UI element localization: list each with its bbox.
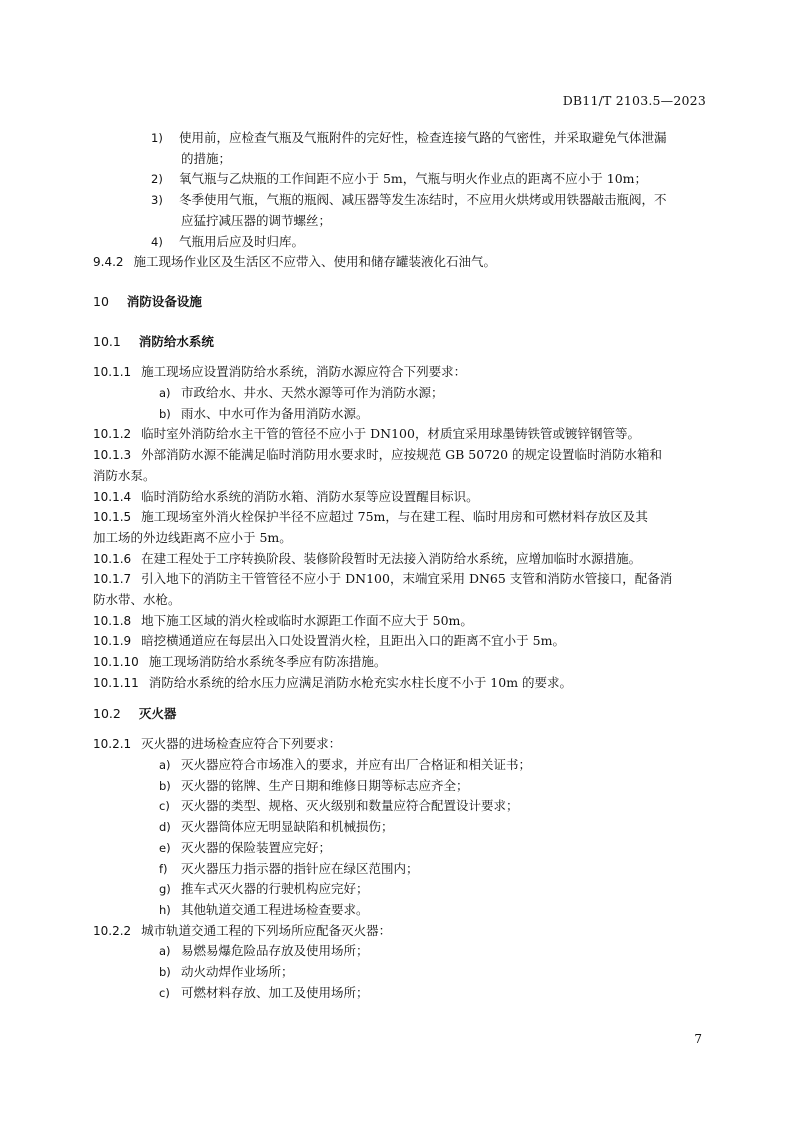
list-marker: g) xyxy=(159,882,171,897)
list-item xyxy=(93,796,705,817)
clause-10-1-2 xyxy=(93,424,705,445)
list-item xyxy=(93,128,705,149)
clause-10-1-7 xyxy=(93,569,705,590)
list-item xyxy=(93,817,705,838)
list-text: 易燃易爆危险品存放及使用场所； xyxy=(181,943,369,959)
list-text: 灭火器的保险装置应完好； xyxy=(181,839,332,855)
list-text: 的措施； xyxy=(181,150,232,166)
list-item xyxy=(93,404,705,425)
clause-10-1-1 xyxy=(93,362,705,383)
list-marker: b) xyxy=(159,778,171,793)
clause-text: 暗挖横通道应在每层出入口处设置消火栓，且距出入口的距离不宜小于 5m。 xyxy=(141,633,565,649)
clause-9-4-2 xyxy=(93,252,705,273)
clause-text: 灭火器的进场检查应符合下列要求： xyxy=(141,736,342,752)
clause-text: 施工现场室外消火栓保护半径不应超过 75m，与在建工程、临时用房和可燃材料存放区及其 xyxy=(141,509,648,525)
list-text: 灭火器的类型、规格、灭火级别和数量应符合配置设计要求； xyxy=(181,798,519,814)
clause-number: 10.1.8 xyxy=(93,613,132,628)
list-text: 可燃材料存放、加工及使用场所； xyxy=(181,984,369,1000)
clause-number: 10.2.2 xyxy=(93,923,132,938)
list-item xyxy=(93,838,705,859)
clause-text: 消防水泵。 xyxy=(93,467,156,483)
list-text: 市政给水、井水、天然水源等可作为消防水源； xyxy=(181,385,444,401)
section-number: 10.1 xyxy=(93,333,121,349)
section-number: 10 xyxy=(93,293,109,309)
clause-text: 施工现场作业区及生活区不应带入、使用和储存罐装液化石油气。 xyxy=(133,254,497,270)
list-item xyxy=(93,232,705,253)
clause-text: 消防给水系统的给水压力应满足消防水枪充实水柱长度不小于 10m 的要求。 xyxy=(148,674,573,690)
list-marker: f) xyxy=(159,861,168,876)
list-item xyxy=(93,879,705,900)
clause-number: 10.1.1 xyxy=(93,365,132,380)
clause-text: 在建工程处于工序转换阶段、装修阶段暂时无法接入消防给水系统，应增加临时水源措施。 xyxy=(141,550,642,566)
clause-text: 引入地下的消防主干管管径不应小于 DN100，末端宜采用 DN65 支管和消防水管接口，配备消 xyxy=(141,571,673,587)
document-body xyxy=(93,128,705,1003)
clause-number: 10.1.9 xyxy=(93,634,132,649)
section-title: 灭火器 xyxy=(138,705,177,721)
clause-number: 10.1.6 xyxy=(93,551,132,566)
list-marker: c) xyxy=(159,799,170,814)
clause-number: 10.1.10 xyxy=(93,655,139,670)
list-item xyxy=(93,983,705,1004)
list-item xyxy=(93,755,705,776)
page-number: 7 xyxy=(694,1032,702,1046)
list-item xyxy=(93,941,705,962)
list-marker: 4) xyxy=(151,234,163,249)
section-heading-10 xyxy=(93,292,705,313)
clause-10-1-4 xyxy=(93,487,705,508)
clause-10-1-8 xyxy=(93,611,705,632)
clause-text: 临时室外消防给水主干管的管径不应小于 DN100，材质宜采用球墨铸铁管或镀锌钢管等。 xyxy=(141,426,640,442)
list-item xyxy=(93,962,705,983)
clause-continuation xyxy=(93,528,705,549)
list-marker: 1) xyxy=(151,131,163,145)
clause-text: 施工现场消防给水系统冬季应有防冻措施。 xyxy=(148,654,387,670)
standard-code: DB11/T 2103.5—2023 xyxy=(562,93,706,108)
clause-continuation xyxy=(93,590,705,611)
clause-10-1-9 xyxy=(93,631,705,652)
clause-continuation xyxy=(93,466,705,487)
list-item xyxy=(93,169,705,190)
list-marker: h) xyxy=(159,902,171,917)
section-heading-10-1 xyxy=(93,332,705,353)
clause-number: 10.1.2 xyxy=(93,427,132,442)
clause-number: 10.1.7 xyxy=(93,572,132,587)
list-item xyxy=(93,383,705,404)
list-text: 灭火器的铭牌、生产日期和维修日期等标志应齐全； xyxy=(181,777,469,793)
clause-number: 10.1.4 xyxy=(93,489,132,504)
list-item-continuation xyxy=(93,211,705,232)
list-marker: a) xyxy=(159,386,171,401)
list-marker: d) xyxy=(159,820,171,835)
list-text: 气瓶用后应及时归库。 xyxy=(179,233,305,249)
section-title: 消防设备设施 xyxy=(126,293,202,309)
list-text: 动火动焊作业场所； xyxy=(181,964,294,980)
clause-text: 地下施工区域的消火栓或临时水源距工作面不应大于 50m。 xyxy=(141,612,473,628)
clause-text: 加工场的外边线距离不应小于 5m。 xyxy=(93,529,292,545)
clause-text: 临时消防给水系统的消防水箱、消防水泵等应设置醒目标识。 xyxy=(141,488,479,504)
clause-text: 施工现场应设置消防给水系统，消防水源应符合下列要求： xyxy=(141,364,467,380)
list-marker: e) xyxy=(159,840,171,855)
list-text: 灭火器压力指示器的指针应在绿区范围内； xyxy=(181,860,419,876)
list-text: 推车式灭火器的行驶机构应完好； xyxy=(181,881,369,897)
list-marker: 2) xyxy=(151,172,163,187)
list-marker: b) xyxy=(159,406,171,421)
list-text: 其他轨道交通工程进场检查要求。 xyxy=(181,901,369,917)
list-item-continuation xyxy=(93,149,705,170)
clause-number: 10.2.1 xyxy=(93,737,132,752)
list-text: 灭火器应符合市场准入的要求，并应有出厂合格证和相关证书； xyxy=(181,756,532,772)
clause-text: 外部消防水源不能满足临时消防用水要求时，应按规范 GB 50720 的规定设置临时消防水箱和 xyxy=(141,447,663,463)
list-text: 灭火器筒体应无明显缺陷和机械损伤； xyxy=(181,819,394,835)
list-text: 使用前，应检查气瓶及气瓶附件的完好性，检查连接气路的气密性，并采取避免气体泄漏 xyxy=(179,130,667,145)
clause-10-2-1 xyxy=(93,734,705,755)
clause-10-2-2 xyxy=(93,921,705,942)
clause-number: 10.1.11 xyxy=(93,675,139,690)
list-item xyxy=(93,190,705,211)
clause-text: 城市轨道交通工程的下列场所应配备灭火器： xyxy=(141,922,392,938)
clause-10-1-11 xyxy=(93,673,705,694)
list-marker: 3) xyxy=(151,193,163,208)
clause-text: 防水带、水枪。 xyxy=(93,592,181,608)
list-item xyxy=(93,776,705,797)
list-text: 冬季使用气瓶，气瓶的瓶阀、减压器等发生冻结时，不应用火烘烤或用铁器敲击瓶阀，不 xyxy=(179,192,667,208)
list-item xyxy=(93,900,705,921)
section-number: 10.2 xyxy=(93,705,121,721)
list-item xyxy=(93,859,705,880)
clause-10-1-5 xyxy=(93,507,705,528)
list-text: 应猛拧减压器的调节螺丝； xyxy=(181,212,332,228)
clause-number: 10.1.5 xyxy=(93,510,132,525)
section-title: 消防给水系统 xyxy=(138,333,214,349)
list-text: 氧气瓶与乙炔瓶的工作间距不应小于 5m，气瓶与明火作业点的距离不应小于 10m； xyxy=(179,171,648,187)
list-marker: a) xyxy=(159,944,171,959)
clause-10-1-10 xyxy=(93,652,705,673)
clause-10-1-3 xyxy=(93,445,705,466)
clause-number: 10.1.3 xyxy=(93,448,132,463)
list-marker: a) xyxy=(159,757,171,772)
clause-10-1-6 xyxy=(93,549,705,570)
section-heading-10-2 xyxy=(93,704,705,725)
clause-number: 9.4.2 xyxy=(93,255,124,270)
list-marker: c) xyxy=(159,985,170,1000)
list-text: 雨水、中水可作为备用消防水源。 xyxy=(181,405,369,421)
list-marker: b) xyxy=(159,965,171,980)
